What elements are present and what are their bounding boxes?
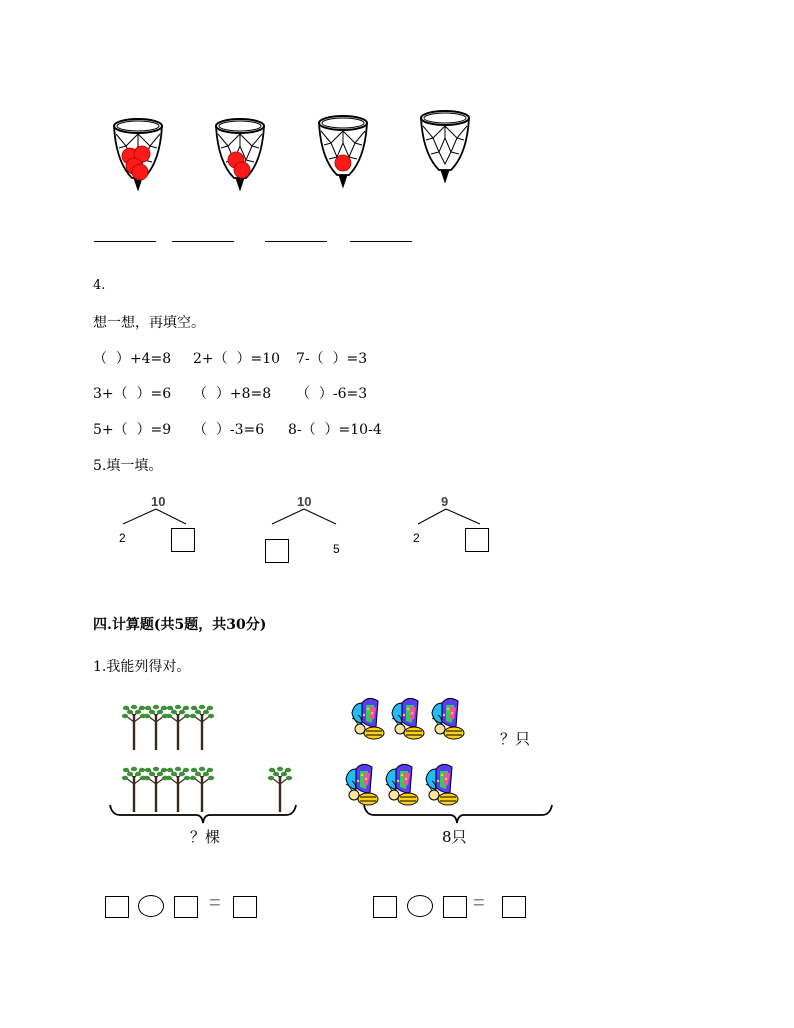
- q4-row3-a: 5+（ ）=9: [93, 422, 172, 438]
- section4-heading: 四.计算题(共5题，共30分): [93, 617, 267, 633]
- q4-row1-b: 2+（ ）=10: [193, 351, 281, 367]
- eq-left-box-2[interactable]: [174, 896, 198, 918]
- q4-instruction: 想一想，再填空。: [93, 315, 205, 331]
- red-ball: [132, 164, 148, 180]
- q4-row2-a: 3+（ ）=6: [93, 386, 172, 402]
- butterfly-icon: [392, 698, 424, 739]
- tree2-top: 10: [297, 494, 312, 509]
- eq-right-equals: =: [473, 892, 485, 914]
- right-label: 8只: [442, 828, 467, 846]
- tree2-left-box[interactable]: [265, 539, 289, 563]
- tree2-lines: [270, 508, 340, 526]
- q4-row2-b: （ ）+8=8: [193, 386, 272, 402]
- tree1-left: 2: [119, 531, 126, 545]
- tree3-lines: [416, 508, 486, 526]
- eq-left-result-box[interactable]: [233, 896, 257, 918]
- eq-right-result-box[interactable]: [502, 896, 526, 918]
- q4-row2-c: （ ）-6=3: [296, 386, 368, 402]
- basket-3: [315, 113, 371, 189]
- butterfly-icon: [346, 764, 378, 805]
- eq-left-operator-oval[interactable]: [138, 895, 164, 917]
- tree-icon: [190, 705, 214, 750]
- right-brace: [362, 803, 554, 825]
- tree-icon: [166, 705, 190, 750]
- butterfly-icons: [340, 695, 480, 810]
- butterfly-icon: [386, 764, 418, 805]
- red-ball: [234, 162, 250, 178]
- section4-q1-title: 1.我能列得对。: [93, 659, 191, 675]
- q4-row1-c: 7-（ ）=3: [296, 351, 368, 367]
- butterfly-icon: [352, 698, 384, 739]
- basket-1: [110, 116, 166, 192]
- red-ball: [335, 155, 351, 171]
- left-label: ？棵: [190, 828, 221, 846]
- question-label: ？只: [500, 730, 531, 748]
- left-brace: [108, 803, 298, 825]
- answer-blank-2[interactable]: [172, 241, 234, 242]
- basket-2: [212, 116, 268, 192]
- q5-title: 5.填一填。: [93, 458, 163, 474]
- tree3-left: 2: [413, 531, 420, 545]
- q4-row3-c: 8-（ ）=10-4: [288, 422, 382, 438]
- tree3-top: 9: [441, 494, 449, 509]
- q4-row1-a: （ ）+4=8: [93, 351, 172, 367]
- eq-left-equals: =: [209, 892, 221, 914]
- answer-blank-4[interactable]: [350, 241, 412, 242]
- eq-right-box-2[interactable]: [443, 896, 467, 918]
- butterfly-icon: [432, 698, 464, 739]
- tree1-right-box[interactable]: [171, 528, 195, 552]
- answer-blank-1[interactable]: [94, 241, 156, 242]
- tree1-lines: [120, 508, 190, 526]
- eq-left-box-1[interactable]: [105, 896, 129, 918]
- basket-4: [417, 108, 473, 184]
- tree2-right: 5: [333, 542, 340, 556]
- eq-right-operator-oval[interactable]: [407, 895, 433, 917]
- tree3-right-box[interactable]: [465, 528, 489, 552]
- tree-icon: [122, 705, 146, 750]
- tree1-top: 10: [151, 494, 166, 509]
- answer-blank-3[interactable]: [265, 241, 327, 242]
- q4-row3-b: （ ）-3=6: [193, 422, 265, 438]
- q4-number: 4.: [93, 278, 106, 293]
- eq-right-box-1[interactable]: [373, 896, 397, 918]
- tree-icon: [144, 705, 168, 750]
- butterfly-icon: [426, 764, 458, 805]
